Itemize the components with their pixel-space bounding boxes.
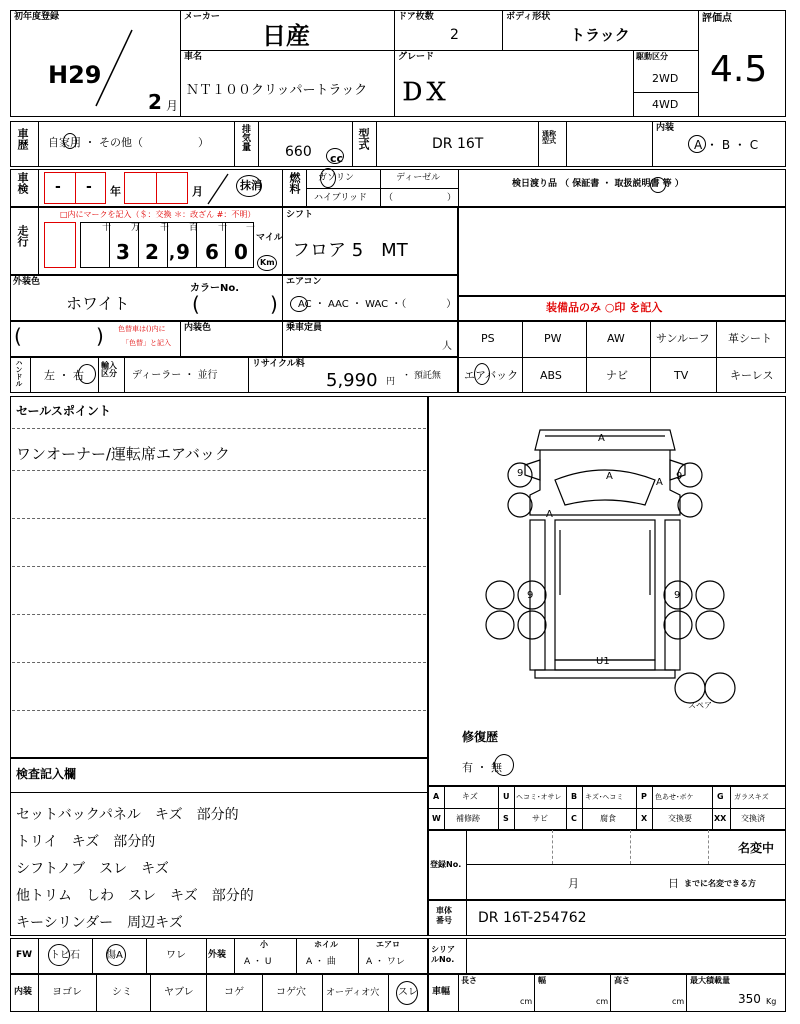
mileage-label: 走行 — [16, 225, 29, 247]
score-label: 評価点 — [702, 13, 732, 24]
fw-chip-circle — [48, 944, 70, 966]
reg-deadline: までに名変できる方 — [684, 879, 756, 888]
documents-circle — [650, 177, 666, 193]
km-unit: Km — [260, 258, 275, 267]
first-reg-month: 2 — [148, 90, 162, 114]
unit-man: 万 — [131, 223, 141, 233]
legend-name-s: サビ — [532, 814, 548, 823]
int-audio-hole: オーディオ穴 — [326, 988, 380, 998]
unregistered: 抹消 — [240, 179, 262, 192]
inspection-label: 車検 — [16, 172, 29, 194]
dim-length-cm: cm — [520, 997, 533, 1006]
int-tear: ヤブレ — [164, 987, 194, 998]
import-label: 輸入区分 — [101, 361, 117, 378]
mark-a-2: A — [606, 471, 613, 482]
displacement-value: 660 — [285, 144, 312, 160]
interior-paren-l: ( — [14, 324, 22, 348]
body-value: トラック — [570, 26, 630, 44]
red-note-2: 「色替」と記入 — [122, 339, 171, 347]
legend-name-g: ガラスキズ — [734, 793, 769, 801]
cc-unit: cc — [330, 152, 344, 165]
model-name-value: ＮＴ１００クリッパートラック — [186, 83, 368, 98]
dash-1: - — [55, 179, 61, 195]
comma: , — [169, 243, 176, 262]
equip-tv: TV — [674, 369, 689, 382]
type-value: DR 16T — [432, 136, 484, 152]
cc-circle — [326, 148, 344, 164]
aircon-circle — [290, 296, 308, 312]
serial-box — [428, 938, 786, 974]
documents: 検日渡り品 （ 保証書 ・ 取扱説明書 等 ） — [512, 179, 684, 189]
interior-label: 内装 — [656, 123, 675, 133]
mileage-note: □内にマークを記入（＄：交換 ＊：改ざん #：不明） — [60, 210, 256, 219]
legend-name-b: キズ･ヘコミ — [585, 793, 624, 801]
capacity-label: 乗車定員 — [286, 323, 323, 333]
equipment-title: 装備品のみ ○印 を記入 — [546, 301, 663, 314]
fw-crack: ワレ — [166, 950, 186, 961]
legend-code-p: P — [641, 792, 647, 801]
year-unit: 年 — [110, 185, 121, 198]
equip-pw: PW — [544, 332, 562, 345]
reg-month: 月 — [568, 877, 579, 890]
mile-unit: マイル — [256, 233, 283, 243]
mileage-digit-5: 0 — [234, 240, 248, 264]
score-value: 4.5 — [710, 49, 768, 90]
mark-a-3: A — [656, 477, 663, 488]
unregistered-circle — [236, 175, 262, 197]
legend-name-x: 交換要 — [668, 814, 692, 823]
color-no-label: カラーNo. — [190, 283, 240, 294]
unit-ichi: 一 — [246, 223, 256, 233]
ext-wheel: ホイル — [314, 940, 338, 949]
equip-navi: ナビ — [606, 369, 628, 382]
recycle-label: リサイクル料 — [252, 359, 305, 369]
dim-width-cm: cm — [596, 997, 609, 1006]
month-unit: 月 — [166, 99, 179, 113]
km-circle — [257, 255, 277, 271]
airbag-circle — [474, 363, 490, 385]
shift-label: シフト — [286, 210, 314, 220]
legend-code-w: W — [432, 814, 441, 823]
name-change: 名変中 — [738, 841, 775, 855]
mark-9-2: 9 — [676, 471, 683, 482]
legend-code-b: B — [571, 792, 578, 801]
equip-ps: PS — [481, 332, 495, 345]
fw-label: FW — [16, 950, 33, 960]
fw-scratch-circle — [106, 944, 126, 966]
first-reg-label: 初年度登録 — [14, 12, 60, 22]
exterior-color: ホワイト — [66, 294, 130, 313]
mileage-digit-1: 3 — [116, 240, 130, 264]
int-burn: コゲ — [224, 987, 244, 998]
legend-name-a: キズ — [462, 792, 478, 801]
interior-color-row — [10, 321, 458, 357]
slash-divider-2 — [204, 172, 234, 206]
ext-wheel-items: A ・ 曲 — [306, 957, 336, 967]
dim-load-value: 350 — [738, 992, 761, 1006]
dim-max-load: 最大積載量 — [690, 976, 730, 985]
body-label: ボディ形状 — [506, 12, 551, 22]
dim-kg: Kg — [766, 997, 777, 1006]
unit-sen: 千 — [160, 223, 170, 233]
mark-a-4: A — [546, 509, 553, 520]
aircon-value: AC ・ AAC ・ WAC ・（ ） — [298, 299, 457, 310]
repair-value: 有 ・ 無 — [462, 761, 502, 774]
mileage-mark-box — [44, 222, 76, 268]
equip-sunroof: サンルーフ — [656, 332, 710, 345]
repair-label: 修復歴 — [462, 730, 499, 744]
int-dirt: ヨゴレ — [52, 987, 82, 998]
unit-ten-million: 十 — [102, 223, 112, 233]
repair-circle — [494, 754, 514, 776]
mileage-digit-4: 6 — [205, 240, 219, 264]
sales-point-title: セールスポイント — [16, 404, 111, 418]
legend-name-c: 腐食 — [600, 814, 616, 823]
inspection-line-4: 他トリム しわ スレ キズ 部分的 — [16, 888, 254, 904]
red-note-1: 色替車は()内に — [118, 325, 166, 333]
int-stain: シミ — [112, 987, 132, 998]
legend-code-a: A — [433, 792, 440, 801]
chassis-label: 車体番号 — [436, 906, 452, 925]
inspection-line-3: シフトノブ スレ キズ — [16, 861, 169, 877]
era-year: H29 — [48, 61, 102, 89]
legend-code-x: X — [641, 814, 648, 823]
documents-area — [458, 207, 786, 296]
scuff-circle — [396, 981, 418, 1005]
aircon-label: エアコン — [286, 277, 322, 287]
chassis-value: DR 16T-254762 — [478, 910, 587, 926]
fw-exterior-label: 外装 — [208, 950, 227, 960]
month-unit-2: 月 — [192, 185, 203, 198]
dim-width: 幅 — [538, 976, 546, 985]
legend-code-u: U — [503, 792, 510, 801]
doors-label: ドア枚数 — [398, 12, 434, 22]
legend-code-g: G — [717, 792, 724, 801]
int-burn-hole: コゲ穴 — [276, 987, 306, 998]
ext-small-items: A ・ U — [244, 957, 272, 967]
legend-name-w: 補修跡 — [456, 814, 480, 823]
truck-diagram — [470, 420, 740, 720]
color-no-paren-l: ( — [192, 292, 200, 316]
dim-length: 長さ — [461, 976, 477, 985]
handle-label: ハンドル — [15, 359, 23, 387]
int-scuff: スレ — [398, 987, 418, 998]
mark-9-3: 9 — [527, 590, 534, 601]
mark-9-1: 9 — [517, 468, 524, 479]
capacity-unit: 人 — [442, 341, 452, 352]
dim-height-cm: cm — [672, 997, 685, 1006]
mark-9-4: 9 — [674, 590, 681, 601]
equip-keyless: キーレス — [730, 369, 774, 382]
displacement-label: 排気量 — [240, 124, 250, 151]
drive-4wd: 4WD — [652, 98, 679, 111]
slash-divider — [90, 28, 140, 108]
inspection-line-2: トリイ キズ 部分的 — [16, 834, 156, 850]
interior-grade-circle — [688, 135, 706, 153]
legend-name-xx: 交換済 — [741, 814, 765, 823]
inspection-line-1: セットバックパネル キズ 部分的 — [16, 807, 239, 823]
deposit: ・ 預託無 — [402, 371, 441, 381]
drive-2wd: 2WD — [652, 72, 679, 85]
fw-scratch: 傷A — [106, 950, 123, 961]
registration-box — [428, 830, 786, 900]
interior-row-label: 内装 — [14, 987, 33, 997]
mileage-digit-2: 2 — [145, 240, 159, 264]
yen-unit: 円 — [386, 377, 396, 387]
equip-leather: 革シート — [728, 332, 772, 345]
mark-a-1: A — [598, 433, 605, 444]
grade-label: グレード — [398, 52, 435, 62]
interior-color-label: 内装色 — [184, 323, 212, 333]
exterior-color-label: 外装色 — [13, 277, 41, 287]
equip-aw: AW — [607, 332, 625, 345]
fuel-other: （ ） — [384, 193, 457, 203]
ext-aero-items: A ・ ワレ — [366, 957, 405, 967]
inspection-title: 検査記入欄 — [16, 767, 77, 781]
fuel-diesel: ディーゼル — [396, 173, 441, 183]
doors-value: 2 — [450, 27, 459, 43]
shift-value: フロア 5 MT — [292, 240, 408, 261]
dim-height: 高さ — [614, 976, 630, 985]
interior-grades: A ・ B ・ C — [694, 138, 759, 152]
legend-code-xx: XX — [714, 814, 727, 823]
mark-u1: U1 — [596, 656, 610, 667]
fuel-hybrid: ハイブリッド — [314, 193, 368, 203]
fw-chip: トビ石 — [50, 950, 80, 961]
unit-hyaku: 百 — [189, 223, 199, 233]
fuel-label: 燃料 — [288, 172, 301, 194]
legend-name-p: 色あせ･ボケ — [655, 793, 694, 801]
serial-label: シリアルNo. — [431, 945, 455, 965]
dash-2: - — [86, 179, 92, 195]
color-no-paren-r: ) — [270, 292, 278, 316]
fuel-gasoline: ガソリン — [318, 173, 355, 183]
inspection-line-5: キーシリンダー 周辺キズ — [16, 915, 183, 931]
interior-paren-r: ) — [96, 324, 104, 348]
import-value: ディーラー ・ 並行 — [132, 370, 218, 381]
history-value: 自家用 ・ その他（ ） — [48, 136, 209, 149]
maker-label: メーカー — [184, 12, 220, 22]
legend-name-u: ヘコミ･オサレ — [516, 793, 562, 801]
common-type-label: 通称型式 — [542, 130, 556, 145]
grade-value: ＤＸ — [400, 78, 448, 106]
dimensions-box — [428, 974, 786, 1012]
unit-ju: 十 — [218, 223, 228, 233]
spare-label: スペア — [688, 701, 712, 710]
model-name-label: 車名 — [184, 52, 203, 62]
reg-day: 日 — [668, 877, 679, 890]
history-label: 車歴 — [16, 128, 29, 150]
fuel-circle — [320, 168, 336, 188]
maker-value: 日産 — [262, 22, 310, 50]
drive-label: 駆動区分 — [636, 52, 668, 61]
equip-abs: ABS — [540, 369, 562, 382]
ext-small: 小 — [260, 940, 268, 949]
type-label: 型式 — [357, 128, 370, 150]
sales-point-text: ワンオーナー/運転席エアバック — [16, 445, 230, 463]
registration-label: 登録No. — [430, 860, 462, 869]
dim-label: 車幅 — [432, 987, 451, 997]
handle-value: 左 ・ 右 — [44, 369, 84, 382]
legend-code-s: S — [503, 814, 509, 823]
equip-airbag: エアバック — [464, 369, 519, 382]
handle-circle — [78, 364, 96, 384]
mileage-digit-3: 9 — [176, 240, 190, 264]
ext-aero: エアロ — [376, 940, 400, 949]
recycle-amount: 5,990 — [326, 370, 378, 391]
legend-code-c: C — [571, 814, 577, 823]
history-circle — [63, 133, 77, 149]
